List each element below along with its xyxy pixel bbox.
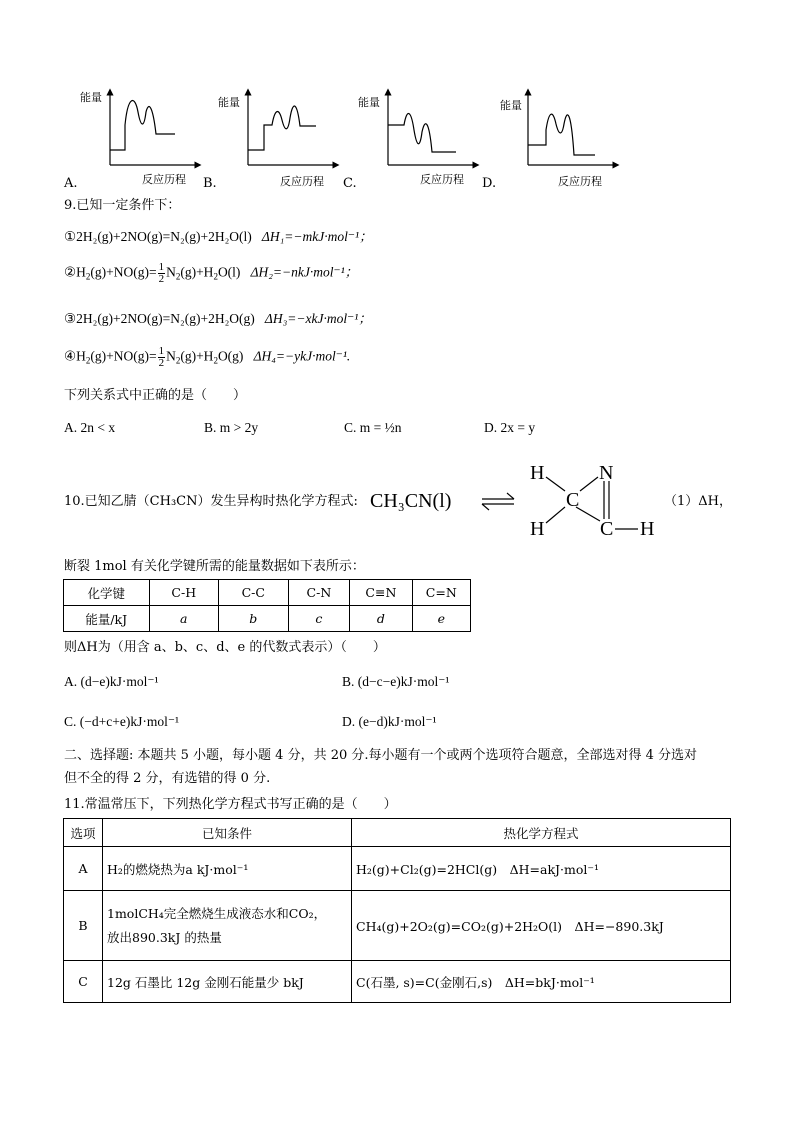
q9-eq1-dh: ΔH₁=−mkJ·mol⁻¹； bbox=[261, 229, 373, 244]
q9-eq1 bbox=[64, 228, 373, 246]
atom-c1: C bbox=[566, 489, 580, 511]
q11-row-b bbox=[64, 891, 731, 961]
q9-eq2: $②H_2(g)+NO(g)=$ $\frac{1}{2}$ $N_2(g)+H_2O(l)$ ΔH₂=−nkJ·mol⁻¹； bbox=[64, 261, 359, 285]
q11-stem: 11.常温常压下，下列热化学方程式书写正确的是（ ） bbox=[64, 797, 397, 812]
curve-d bbox=[528, 114, 595, 155]
graph-b-xlabel: 反应历程 bbox=[280, 175, 324, 188]
q9-option-b[interactable]: B. m > 2y bbox=[204, 420, 259, 435]
q11-row-c bbox=[64, 961, 731, 1003]
q11-row-c-option: C bbox=[64, 961, 103, 1003]
q10-option-b[interactable]: B. (d−c−e)kJ·mol⁻¹ bbox=[342, 674, 450, 689]
graph-option-a[interactable]: A. bbox=[64, 176, 78, 191]
graph-d bbox=[528, 92, 616, 165]
q9-eq2-dh: ΔH₂=−nkJ·mol⁻¹； bbox=[250, 264, 359, 280]
graph-b-ylabel: 能量 bbox=[218, 96, 240, 109]
q9-eq4: $④H_2(g)+NO(g)=$ $\frac{1}{2}$ $N_2(g)+H_2O(g)$ ΔH₄=−ykJ·mol⁻¹. bbox=[64, 345, 351, 369]
section2-line1: 二、选择题: 本题共 5 小题，每小题 4 分，共 20 分.每小题有一个或两个选项符合题意，全部选对得 4 分选对 bbox=[64, 748, 698, 763]
q9-eq2-fraction: $\frac{1}{2}$ bbox=[158, 261, 165, 285]
q10-question: 则ΔH为（用含 a、b、c、d、e 的代数式表示）（ ） bbox=[64, 640, 386, 655]
graph-d-ylabel: 能量 bbox=[500, 99, 522, 112]
q9-option-c[interactable]: C. m = ½n bbox=[344, 420, 402, 435]
q10-reactant: CH₃CN(l) bbox=[370, 490, 452, 512]
bond-table-cell: c bbox=[288, 606, 350, 632]
bond-table-cell: a bbox=[149, 606, 219, 632]
q11-row-a bbox=[64, 847, 731, 891]
q9-eq2-marker: ② bbox=[64, 264, 77, 280]
graph-c-xlabel: 反应历程 bbox=[420, 173, 464, 186]
q9-eq1-lhs: 2H₂(g)+2NO(g)=N₂(g)+2H₂O(l) bbox=[76, 229, 252, 244]
bond-energy-table bbox=[63, 579, 471, 632]
graph-c bbox=[388, 92, 476, 165]
energy-graphs-svg bbox=[0, 0, 794, 195]
bond-table-cell: e bbox=[412, 606, 470, 632]
q11-row-b-option: B bbox=[64, 891, 103, 961]
bond-table-row-label: 能量/kJ bbox=[64, 606, 150, 632]
bond-table-cell: d bbox=[350, 606, 412, 632]
equilibrium-arrow bbox=[482, 493, 514, 510]
graph-option-c[interactable]: C. bbox=[343, 176, 357, 191]
q9-eq3-lhs: 2H₂(g)+2NO(g)=N₂(g)+2H₂O(g) bbox=[76, 311, 255, 326]
energy-graphs bbox=[0, 0, 794, 195]
q11-row-b-condition-line2: 放出890.3kJ 的热量 bbox=[107, 929, 222, 945]
q9-eq4-marker: ④ bbox=[64, 348, 77, 364]
bond-table-value-row bbox=[64, 606, 471, 632]
atom-h1: H bbox=[530, 462, 545, 484]
q11-row-a-equation: H₂(g)+Cl₂(g)=2HCl(g) ΔH=akJ·mol⁻¹ bbox=[352, 847, 731, 891]
q11-header-condition: 已知条件 bbox=[103, 819, 352, 847]
q11-row-b-condition bbox=[103, 891, 352, 961]
graph-b bbox=[248, 92, 336, 165]
atom-n: N bbox=[599, 462, 614, 484]
bond-table-header-row bbox=[64, 580, 471, 606]
section2-line2: 但不全的得 2 分，有选错的得 0 分. bbox=[64, 771, 271, 786]
atom-h2: H bbox=[530, 518, 545, 540]
bond-table-header: C-H bbox=[149, 580, 219, 606]
q11-row-c-condition: 12g 石墨比 12g 金刚石能量少 bkJ bbox=[103, 961, 352, 1003]
q9-eq3-dh: ΔH₃=−xkJ·mol⁻¹； bbox=[264, 311, 372, 326]
q11-row-a-condition: H₂的燃烧热为a kJ·mol⁻¹ bbox=[103, 847, 352, 891]
curve-a bbox=[110, 101, 175, 150]
q9-eq4-dh: ΔH₄=−ykJ·mol⁻¹. bbox=[253, 348, 351, 364]
bond-table-header: C-C bbox=[219, 580, 289, 606]
q9-eq3 bbox=[64, 310, 372, 328]
q11-table bbox=[63, 818, 731, 1003]
q11-header-equation: 热化学方程式 bbox=[352, 819, 731, 847]
bond-table-header: C≡N bbox=[350, 580, 412, 606]
q11-header-option: 选项 bbox=[64, 819, 103, 847]
q10-table-intro: 断裂 1mol 有关化学键所需的能量数据如下表所示： bbox=[64, 559, 365, 574]
curve-b bbox=[248, 106, 316, 150]
q9-eq3-marker: ③ bbox=[64, 311, 77, 326]
q11-row-a-option: A bbox=[64, 847, 103, 891]
q11-table-header-row bbox=[64, 819, 731, 847]
bond-table-header: C-N bbox=[288, 580, 350, 606]
q10-stem: 10.已知乙腈（CH₃CN）发生异构时热化学方程式: bbox=[64, 494, 358, 509]
atom-h3: H bbox=[640, 518, 655, 540]
q9-question: 下列关系式中正确的是（ ） bbox=[64, 388, 247, 403]
q9-option-a[interactable]: A. 2n < x bbox=[64, 420, 116, 435]
q9-eq4-fraction: $\frac{1}{2}$ bbox=[158, 345, 165, 369]
q9-option-d[interactable]: D. 2x = y bbox=[484, 420, 536, 435]
q11-row-c-equation: C(石墨, s)=C(金刚石,s) ΔH=bkJ·mol⁻¹ bbox=[352, 961, 731, 1003]
q9-eq1-marker: ① bbox=[64, 229, 77, 244]
q11-row-b-equation: CH₄(g)+2O₂(g)=CO₂(g)+2H₂O(l) ΔH=−890.3kJ bbox=[352, 891, 731, 961]
q9-stem: 9.已知一定条件下： bbox=[64, 198, 181, 213]
q11-row-b-condition-line1: 1molCH₄完全燃烧生成液态水和CO₂， bbox=[107, 905, 327, 921]
graph-a bbox=[110, 92, 198, 165]
bond-table-header: C=N bbox=[412, 580, 470, 606]
graph-d-xlabel: 反应历程 bbox=[558, 175, 602, 188]
graph-c-ylabel: 能量 bbox=[358, 96, 380, 109]
q10-option-c[interactable]: C. (−d+c+e)kJ·mol⁻¹ bbox=[64, 714, 179, 729]
graph-a-ylabel: 能量 bbox=[80, 91, 102, 104]
q10-product-suffix: （1）ΔH， bbox=[664, 494, 732, 509]
graph-option-b[interactable]: B. bbox=[203, 176, 217, 191]
graph-option-d[interactable]: D. bbox=[482, 176, 497, 191]
bond-table-header: 化学键 bbox=[64, 580, 150, 606]
graph-a-xlabel: 反应历程 bbox=[142, 173, 186, 186]
atom-c2: C bbox=[600, 518, 614, 540]
bond-table-cell: b bbox=[219, 606, 289, 632]
curve-c bbox=[388, 114, 456, 152]
q10-option-a[interactable]: A. (d−e)kJ·mol⁻¹ bbox=[64, 674, 159, 689]
q10-option-d[interactable]: D. (e−d)kJ·mol⁻¹ bbox=[342, 714, 437, 729]
